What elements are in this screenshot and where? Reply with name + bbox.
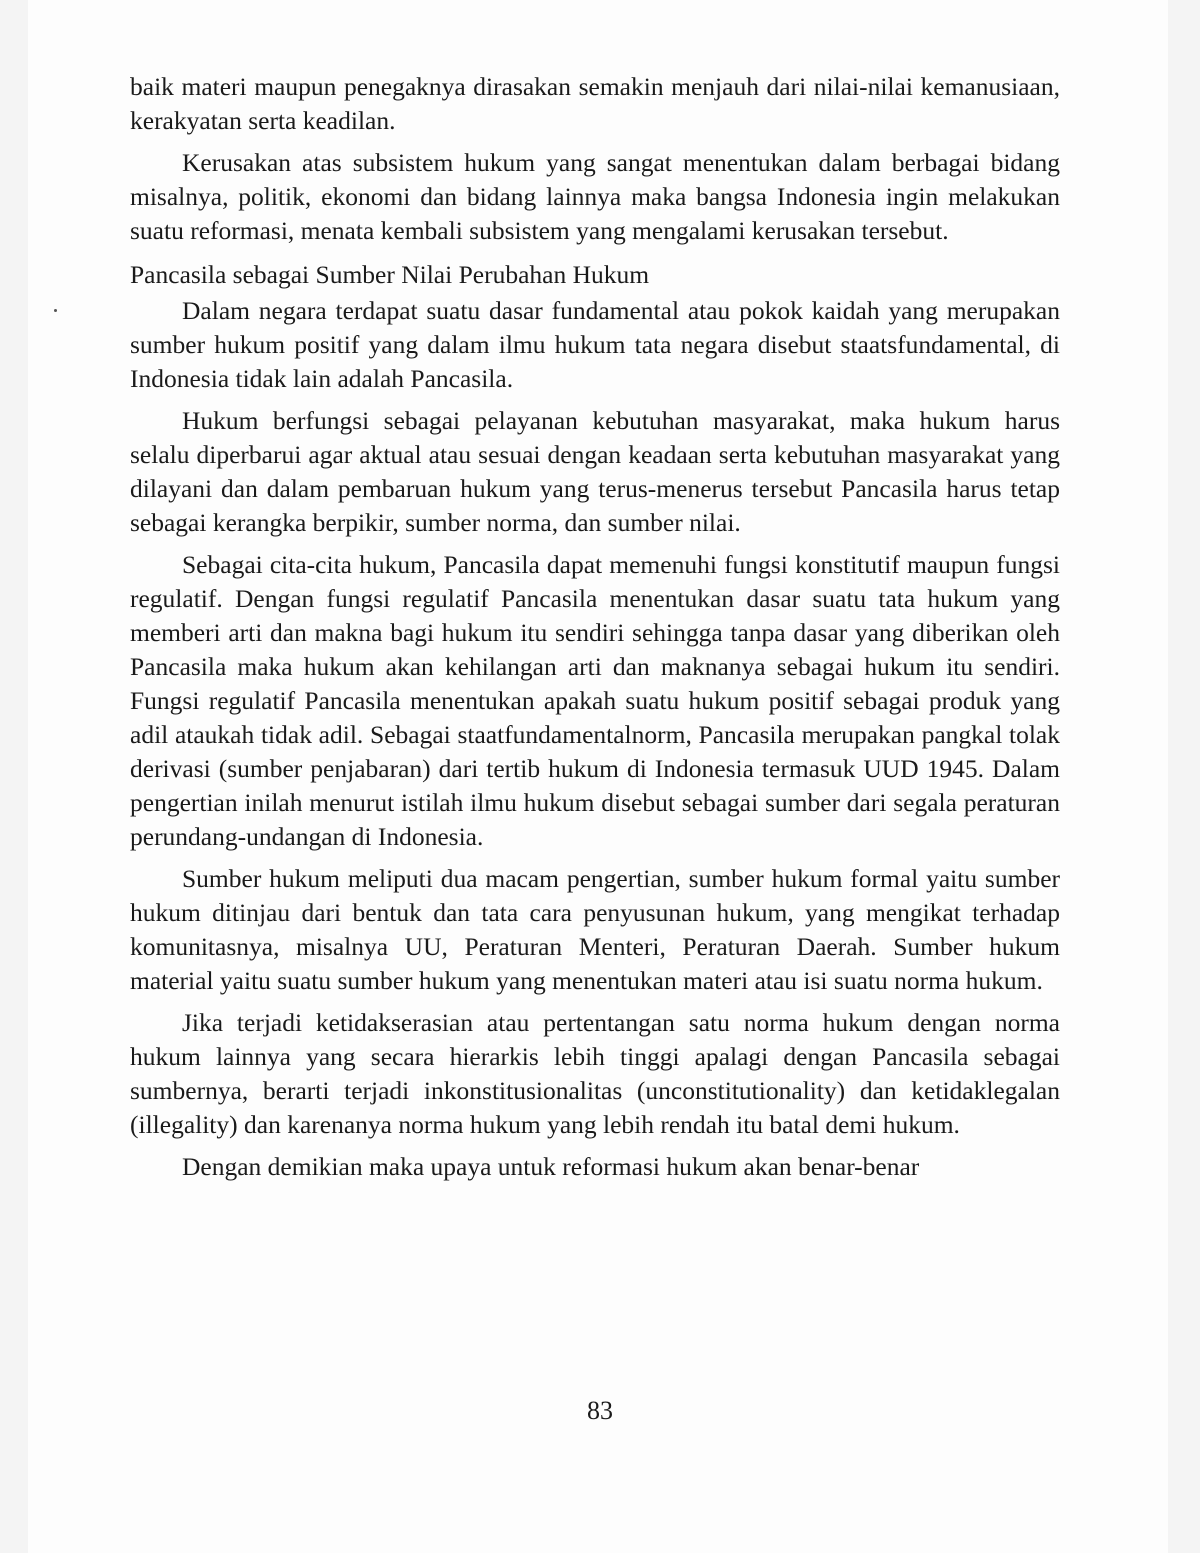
scan-speck [54, 309, 57, 312]
section-heading: Pancasila sebagai Sumber Nilai Perubahan Hukum [130, 260, 650, 289]
paragraph-2: Kerusakan atas subsistem hukum yang sangat menentukan dalam berbagai bidang misalnya, politik, ekonomi dan bidang lainnya maka bangsa Indonesia ingin melakukan suatu reformasi, menata kembali subsistem yang mengalami kerusakan tersebut. [130, 148, 1060, 245]
paragraph-5: Sebagai cita-cita hukum, Pancasila dapat memenuhi fungsi konstitutif maupun fungsi regulatif. Dengan fungsi regulatif Pancasila menentukan dasar suatu tata hukum yang memberi arti dan makna bagi hukum itu sendiri sehingga tanpa dasar yang diberikan oleh Pancasila maka hukum akan kehilangan arti dan maknanya sebagai hukum itu sendiri. Fungsi regulatif Pancasila menentukan apakah suatu hukum positif sebagai produk yang adil ataukah tidak adil. Sebagai staatfundamentalnorm, Pancasila merupakan pangkal tolak derivasi (sumber penjabaran) dari tertib hukum di Indonesia termasuk UUD 1945. Dalam pengertian inilah menurut istilah ilmu hukum disebut sebagai sumber dari segala peraturan perundang-undangan di Indonesia. [130, 550, 1060, 851]
paragraph-4: Hukum berfungsi sebagai pelayanan kebutuhan masyarakat, maka hukum harus selalu diperbarui agar aktual atau sesuai dengan keadaan serta kebutuhan masyarakat yang dilayani dan dalam pembaruan hukum yang terus-menerus tersebut Pancasila harus tetap sebagai kerangka berpikir, sumber norma, dan sumber nilai. [130, 406, 1060, 537]
paragraph-3: Dalam negara terdapat suatu dasar fundamental atau pokok kaidah yang merupakan sumber hukum positif yang dalam ilmu hukum tata negara disebut staatsfundamental, di Indonesia tidak lain adalah Pancasila. [130, 296, 1060, 393]
paragraph-8: Dengan demikian maka upaya untuk reformasi hukum akan benar-benar [182, 1152, 920, 1181]
document-body [130, 70, 1060, 1192]
page-number: 83 [587, 1396, 613, 1425]
paragraph-6: Sumber hukum meliputi dua macam pengertian, sumber hukum formal yaitu sumber hukum ditinjau dari bentuk dan tata cara penyusunan hukum, yang mengikat terhadap komunitasnya, misalnya UU, Peraturan Menteri, Peraturan Daerah. Sumber hukum material yaitu suatu sumber hukum yang menentukan materi atau isi suatu norma hukum. [130, 864, 1060, 995]
paragraph-1: baik materi maupun penegaknya dirasakan semakin menjauh dari nilai-nilai kemanusiaan, kerakyatan serta keadilan. [130, 72, 1060, 135]
paragraph-7: Jika terjadi ketidakserasian atau pertentangan satu norma hukum dengan norma hukum lainnya yang secara hierarkis lebih tinggi apalagi dengan Pancasila sebagai sumbernya, berarti terjadi inkonstitusionalitas (unconstitutionality) dan ketidaklegalan (illegality) dan karenanya norma hukum yang lebih rendah itu batal demi hukum. [130, 1008, 1060, 1139]
